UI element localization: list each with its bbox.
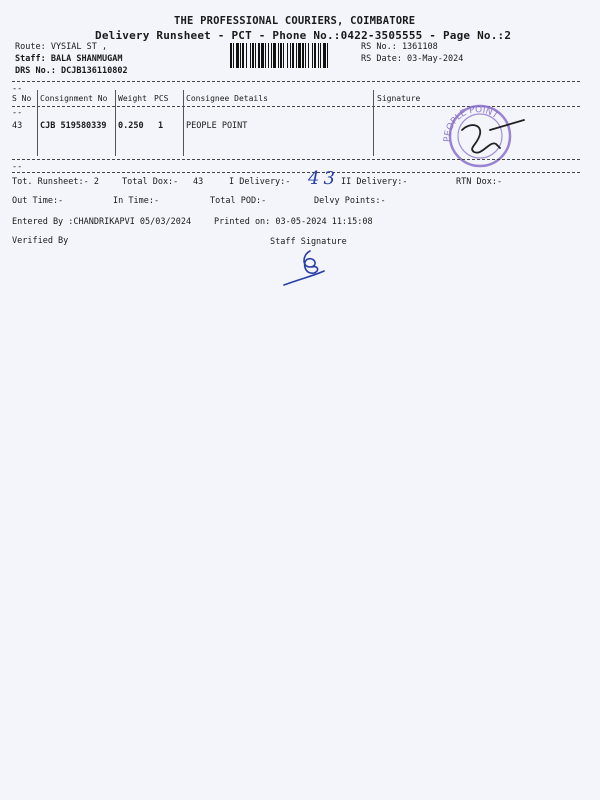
table-bottom-divider xyxy=(12,159,580,160)
total-dox-label: Total Dox:- xyxy=(122,177,179,187)
barcode-bar xyxy=(258,43,260,68)
barcode-bar xyxy=(302,43,304,68)
verified-by-label: Verified By xyxy=(12,236,69,246)
barcode-bar xyxy=(265,43,266,68)
staff-signature-scribble xyxy=(280,245,340,290)
row-weight: 0.250 xyxy=(118,121,144,131)
col-divider-2 xyxy=(115,90,116,156)
staff-label: Staff: BALA SHANMUGAM xyxy=(15,54,123,64)
col-header-sno: S No xyxy=(12,94,32,103)
table-top-divider xyxy=(12,81,580,82)
col-header-weight: Weight xyxy=(118,94,147,103)
table-prefix-top: -- xyxy=(12,84,23,94)
summary-prefix: -- xyxy=(12,162,23,172)
total-pod-label: Total POD:- xyxy=(210,196,267,206)
barcode-bar xyxy=(318,43,319,68)
barcode-bar xyxy=(246,43,247,68)
col-header-signature: Signature xyxy=(377,94,421,103)
svg-text:PEOPLE POINT: PEOPLE POINT xyxy=(442,105,500,143)
barcode-bar xyxy=(242,43,244,68)
ii-delivery-label: II Delivery:- xyxy=(341,177,408,187)
barcode-bar xyxy=(236,43,239,68)
barcode-bar xyxy=(278,43,279,68)
row-sno: 43 xyxy=(12,121,23,131)
barcode-bar xyxy=(250,43,251,68)
barcode-bar xyxy=(298,43,301,68)
col-header-consignee: Consignee Details xyxy=(186,94,268,103)
barcode-bar xyxy=(273,43,276,68)
row-pcs: 1 xyxy=(158,121,164,131)
col-divider-1 xyxy=(37,90,38,156)
in-time-label: In Time:- xyxy=(113,196,160,206)
rs-date: RS Date: 03-May-2024 xyxy=(361,54,464,64)
rs-number: RS No.: 1361108 xyxy=(361,42,438,52)
barcode-bar xyxy=(296,43,297,68)
row-consignment-no: CJB 519580339 xyxy=(40,121,107,131)
table-prefix-row: -- xyxy=(12,108,23,118)
barcode-bar xyxy=(287,43,288,68)
col-header-pcs: PCS xyxy=(154,94,169,103)
route-label: Route: VYSIAL ST , xyxy=(15,42,108,52)
barcode-bar xyxy=(327,43,328,68)
col-divider-4 xyxy=(373,90,374,156)
barcode-bar xyxy=(252,43,254,68)
barcode-image xyxy=(230,43,353,68)
barcode-bar xyxy=(314,43,316,68)
rtn-dox-label: RTN Dox:- xyxy=(456,177,503,187)
col-divider-3 xyxy=(183,90,184,156)
i-delivery-handwritten: 43 xyxy=(308,168,339,189)
barcode-bar xyxy=(305,43,306,68)
summary-divider xyxy=(12,172,580,173)
barcode-bar xyxy=(283,43,284,68)
drs-number: DRS No.: DCJB136110802 xyxy=(15,66,128,76)
barcode-bar xyxy=(230,43,232,68)
total-dox-value: 43 xyxy=(193,177,204,187)
staff-signature-label: Staff Signature xyxy=(270,237,347,247)
barcode-bar xyxy=(312,43,313,68)
barcode-bar xyxy=(280,43,282,68)
company-title: THE PROFESSIONAL COURIERS, COIMBATORE xyxy=(174,15,416,27)
barcode-bar xyxy=(271,43,272,68)
barcode-bar xyxy=(268,43,269,68)
runsheet-subtitle: Delivery Runsheet - PCT - Phone No.:0422-3505555 - Page No.:2 xyxy=(95,29,512,42)
barcode-bar xyxy=(290,43,291,68)
printed-on: Printed on: 03-05-2024 11:15:08 xyxy=(214,217,373,227)
barcode-bar xyxy=(261,43,264,68)
i-delivery-label: I Delivery:- xyxy=(229,177,291,187)
barcode-bar xyxy=(320,43,321,68)
barcode-bar xyxy=(233,43,234,68)
delvy-points-label: Delvy Points:- xyxy=(314,196,386,206)
row-consignee: PEOPLE POINT xyxy=(186,121,248,131)
barcode-bar xyxy=(292,43,294,68)
entered-by: Entered By :CHANDRIKAPVI 05/03/2024 xyxy=(12,217,192,227)
out-time-label: Out Time:- xyxy=(12,196,64,206)
barcode-bar xyxy=(308,43,309,68)
barcode-bar xyxy=(323,43,326,68)
barcode-bar xyxy=(255,43,256,68)
tot-runsheet: Tot. Runsheet:- 2 xyxy=(12,177,99,187)
col-header-consignment: Consignment No xyxy=(40,94,108,103)
barcode-bar xyxy=(240,43,241,68)
